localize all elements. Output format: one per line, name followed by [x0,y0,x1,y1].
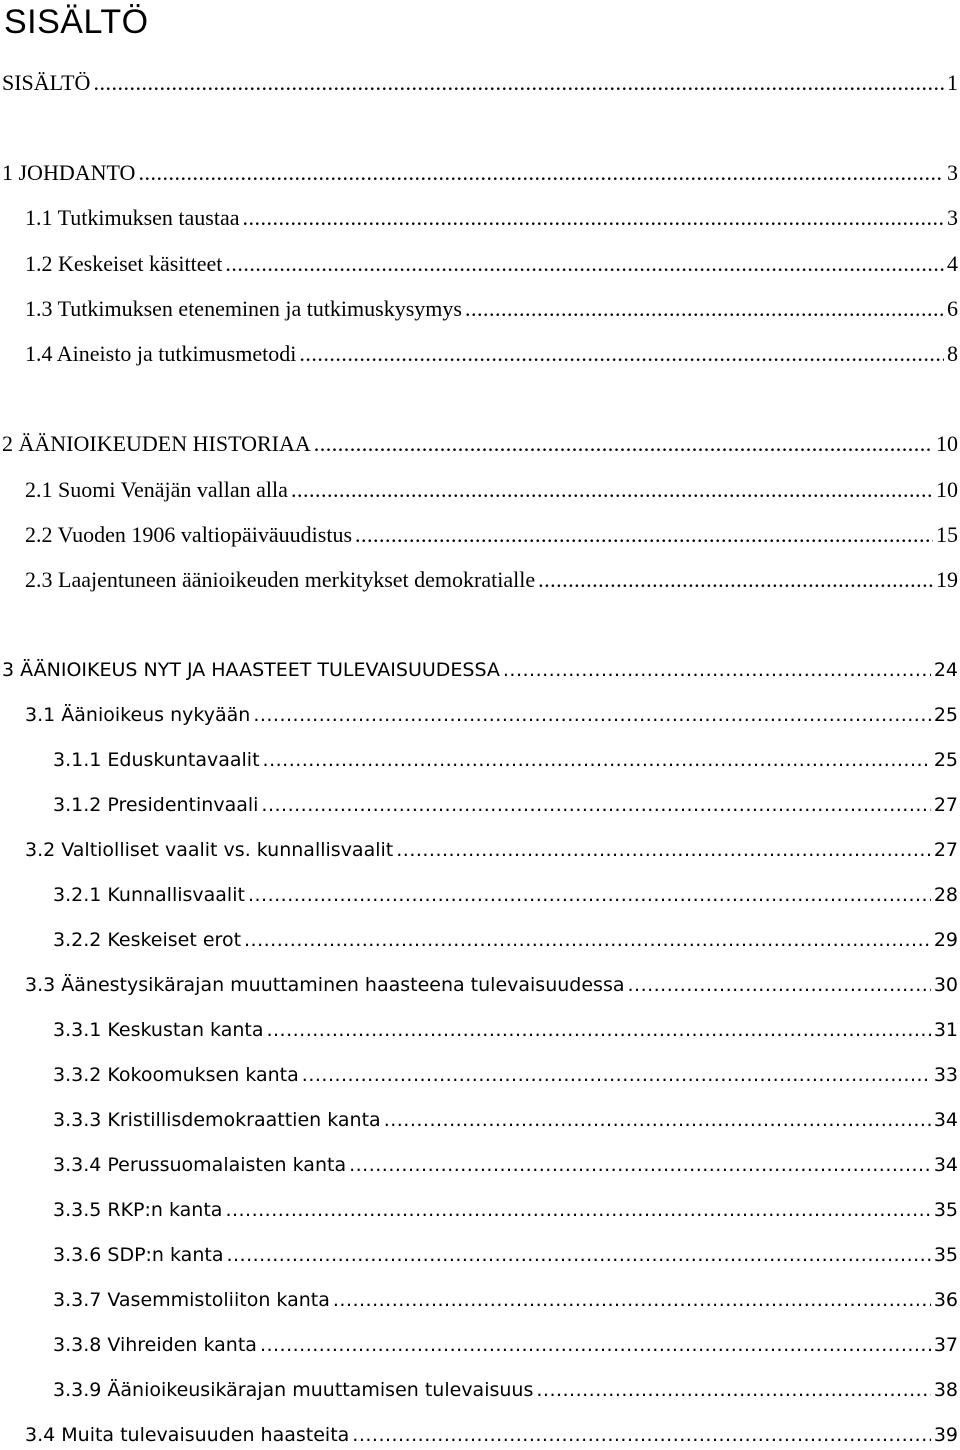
toc-dot-leader [299,339,944,369]
toc-entry-page-number: 10 [936,477,958,502]
toc-entry-label: 3 ÄÄNIOIKEUS NYT JA HAASTEET TULEVAISUUDESSA [2,659,500,681]
toc-dot-leader [355,520,933,550]
toc-entry-label: 3.3.3 Kristillisdemokraattien kanta [53,1109,381,1131]
toc-dot-leader [225,249,944,279]
toc-entry[interactable] [53,1375,958,1405]
toc-entry-page-number: 19 [936,567,958,592]
toc-dot-leader [261,790,930,820]
toc-entry-page-number: 35 [933,1199,958,1221]
toc-entry-page-number: 24 [933,659,958,681]
toc-entry[interactable] [2,68,958,98]
toc-entry-label: 1.1 Tutkimuksen taustaa [25,205,240,230]
toc-dot-leader [352,1420,931,1450]
toc-entry[interactable] [53,1330,958,1360]
toc-dot-leader [291,475,933,505]
toc-entry[interactable] [53,1150,958,1180]
toc-entry-page-number: 39 [933,1424,958,1446]
toc-entry-page-number: 27 [933,839,958,861]
toc-dot-leader [266,1015,930,1045]
toc-entry[interactable] [53,1060,958,1090]
toc-entry-label: 3.3.2 Kokoomuksen kanta [53,1064,299,1086]
toc-entry-label: 3.2.1 Kunnallisvaalit [53,884,245,906]
toc-entry-page-number: 31 [933,1019,958,1041]
toc-entry[interactable] [25,294,958,324]
toc-entry-page-number: 36 [933,1289,958,1311]
toc-dot-leader [253,700,931,730]
toc-entry-page-number: 3 [947,160,958,185]
toc-entry-label: 1.3 Tutkimuksen eteneminen ja tutkimuskysymys [25,296,462,321]
toc-entry-label: 3.3.6 SDP:n kanta [53,1244,224,1266]
toc-entry-page-number: 4 [947,251,958,276]
toc-dot-leader [396,835,931,865]
toc-entry-label: 3.3.9 Äänioikeusikärajan muuttamisen tulevaisuus [53,1379,534,1401]
toc-entry-page-number: 38 [933,1379,958,1401]
toc-entry[interactable] [25,203,958,233]
toc-entry[interactable] [2,655,958,685]
toc-entry[interactable] [2,158,958,188]
toc-entry-label: 2.1 Suomi Venäjän vallan alla [25,477,288,502]
toc-entry-label: 3.1.1 Eduskuntavaalit [53,749,260,771]
toc-dot-leader [263,745,931,775]
toc-dot-leader [536,1375,930,1405]
toc-dot-leader [225,1195,930,1225]
toc-dot-leader [248,880,931,910]
toc-entry-label: 1.2 Keskeiset käsitteet [25,251,223,276]
toc-entry-page-number: 3 [947,205,958,230]
toc-entry[interactable] [53,1195,958,1225]
toc-dot-leader [314,429,933,459]
toc-entry[interactable] [53,1015,958,1045]
toc-entry[interactable] [25,520,958,550]
toc-dot-leader [538,565,933,595]
toc-entry-page-number: 8 [947,341,958,366]
toc-entry-page-number: 25 [933,704,958,726]
toc-entry[interactable] [25,475,958,505]
toc-dot-leader [302,1060,931,1090]
toc-entry[interactable] [25,339,958,369]
toc-entry-page-number: 35 [933,1244,958,1266]
toc-entry[interactable] [53,790,958,820]
toc-entry-page-number: 25 [933,749,958,771]
toc-entry[interactable] [53,880,958,910]
toc-entry-label: 3.1.2 Presidentinvaali [53,794,259,816]
toc-entry-label: 3.3 Äänestysikärajan muuttaminen haasteena tulevaisuudessa [25,974,625,996]
toc-entry-label: 2.2 Vuoden 1906 valtiopäiväuudistus [25,522,353,547]
toc-dot-leader [244,925,931,955]
toc-entry-page-number: 15 [936,522,958,547]
toc-dot-leader [333,1285,931,1315]
toc-entry[interactable] [25,700,958,730]
toc-dot-leader [465,294,944,324]
toc-entry[interactable] [25,1420,958,1450]
toc-entry-label: 1 JOHDANTO [2,160,136,185]
toc-dot-leader [138,158,944,188]
toc-entry-page-number: 27 [933,794,958,816]
toc-entry-page-number: 34 [933,1154,958,1176]
toc-entry[interactable] [53,1240,958,1270]
toc-entry[interactable] [25,970,958,1000]
toc-dot-leader [243,203,944,233]
toc-entry-page-number: 30 [933,974,958,996]
page-title: SISÄLTÖ [4,3,149,41]
toc-entry-label: 2.3 Laajentuneen äänioikeuden merkitykset demokratialle [25,567,536,592]
toc-dot-leader [627,970,930,1000]
toc-dot-leader [93,68,944,98]
toc-dot-leader [226,1240,930,1270]
toc-entry-label: 3.1 Äänioikeus nykyään [25,704,251,726]
toc-entry[interactable] [53,925,958,955]
toc-entry-page-number: 37 [933,1334,958,1356]
toc-entry-page-number: 1 [947,70,958,95]
toc-entry-label: SISÄLTÖ [2,70,91,95]
toc-entry[interactable] [25,249,958,279]
toc-entry-label: 2 ÄÄNIOIKEUDEN HISTORIAA [2,431,311,456]
toc-entry-page-number: 34 [933,1109,958,1131]
toc-entry-page-number: 28 [933,884,958,906]
toc-entry-label: 3.4 Muita tulevaisuuden haasteita [25,1424,350,1446]
toc-entry-label: 3.3.7 Vasemmistoliiton kanta [53,1289,330,1311]
toc-entry-label: 3.3.1 Keskustan kanta [53,1019,264,1041]
toc-entry-label: 1.4 Aineisto ja tutkimusmetodi [25,341,297,366]
toc-entry[interactable] [53,745,958,775]
toc-dot-leader [260,1330,931,1360]
toc-entry[interactable] [2,429,958,459]
toc-entry-label: 3.3.5 RKP:n kanta [53,1199,223,1221]
toc-entry-page-number: 6 [947,296,958,321]
toc-entry-label: 3.2 Valtiolliset vaalit vs. kunnallisvaalit [25,839,394,861]
toc-dot-leader [349,1150,931,1180]
toc-entry-page-number: 10 [936,431,958,456]
toc-entry-label: 3.2.2 Keskeiset erot [53,929,242,951]
toc-entry-page-number: 29 [933,929,958,951]
toc-entry[interactable] [53,1285,958,1315]
toc-entry-label: 3.3.8 Vihreiden kanta [53,1334,257,1356]
toc-entry[interactable] [25,835,958,865]
toc-dot-leader [384,1105,931,1135]
toc-entry-label: 3.3.4 Perussuomalaisten kanta [53,1154,347,1176]
toc-entry[interactable] [53,1105,958,1135]
toc-dot-leader [503,655,931,685]
toc-entry-page-number: 33 [933,1064,958,1086]
toc-entry[interactable] [25,565,958,595]
